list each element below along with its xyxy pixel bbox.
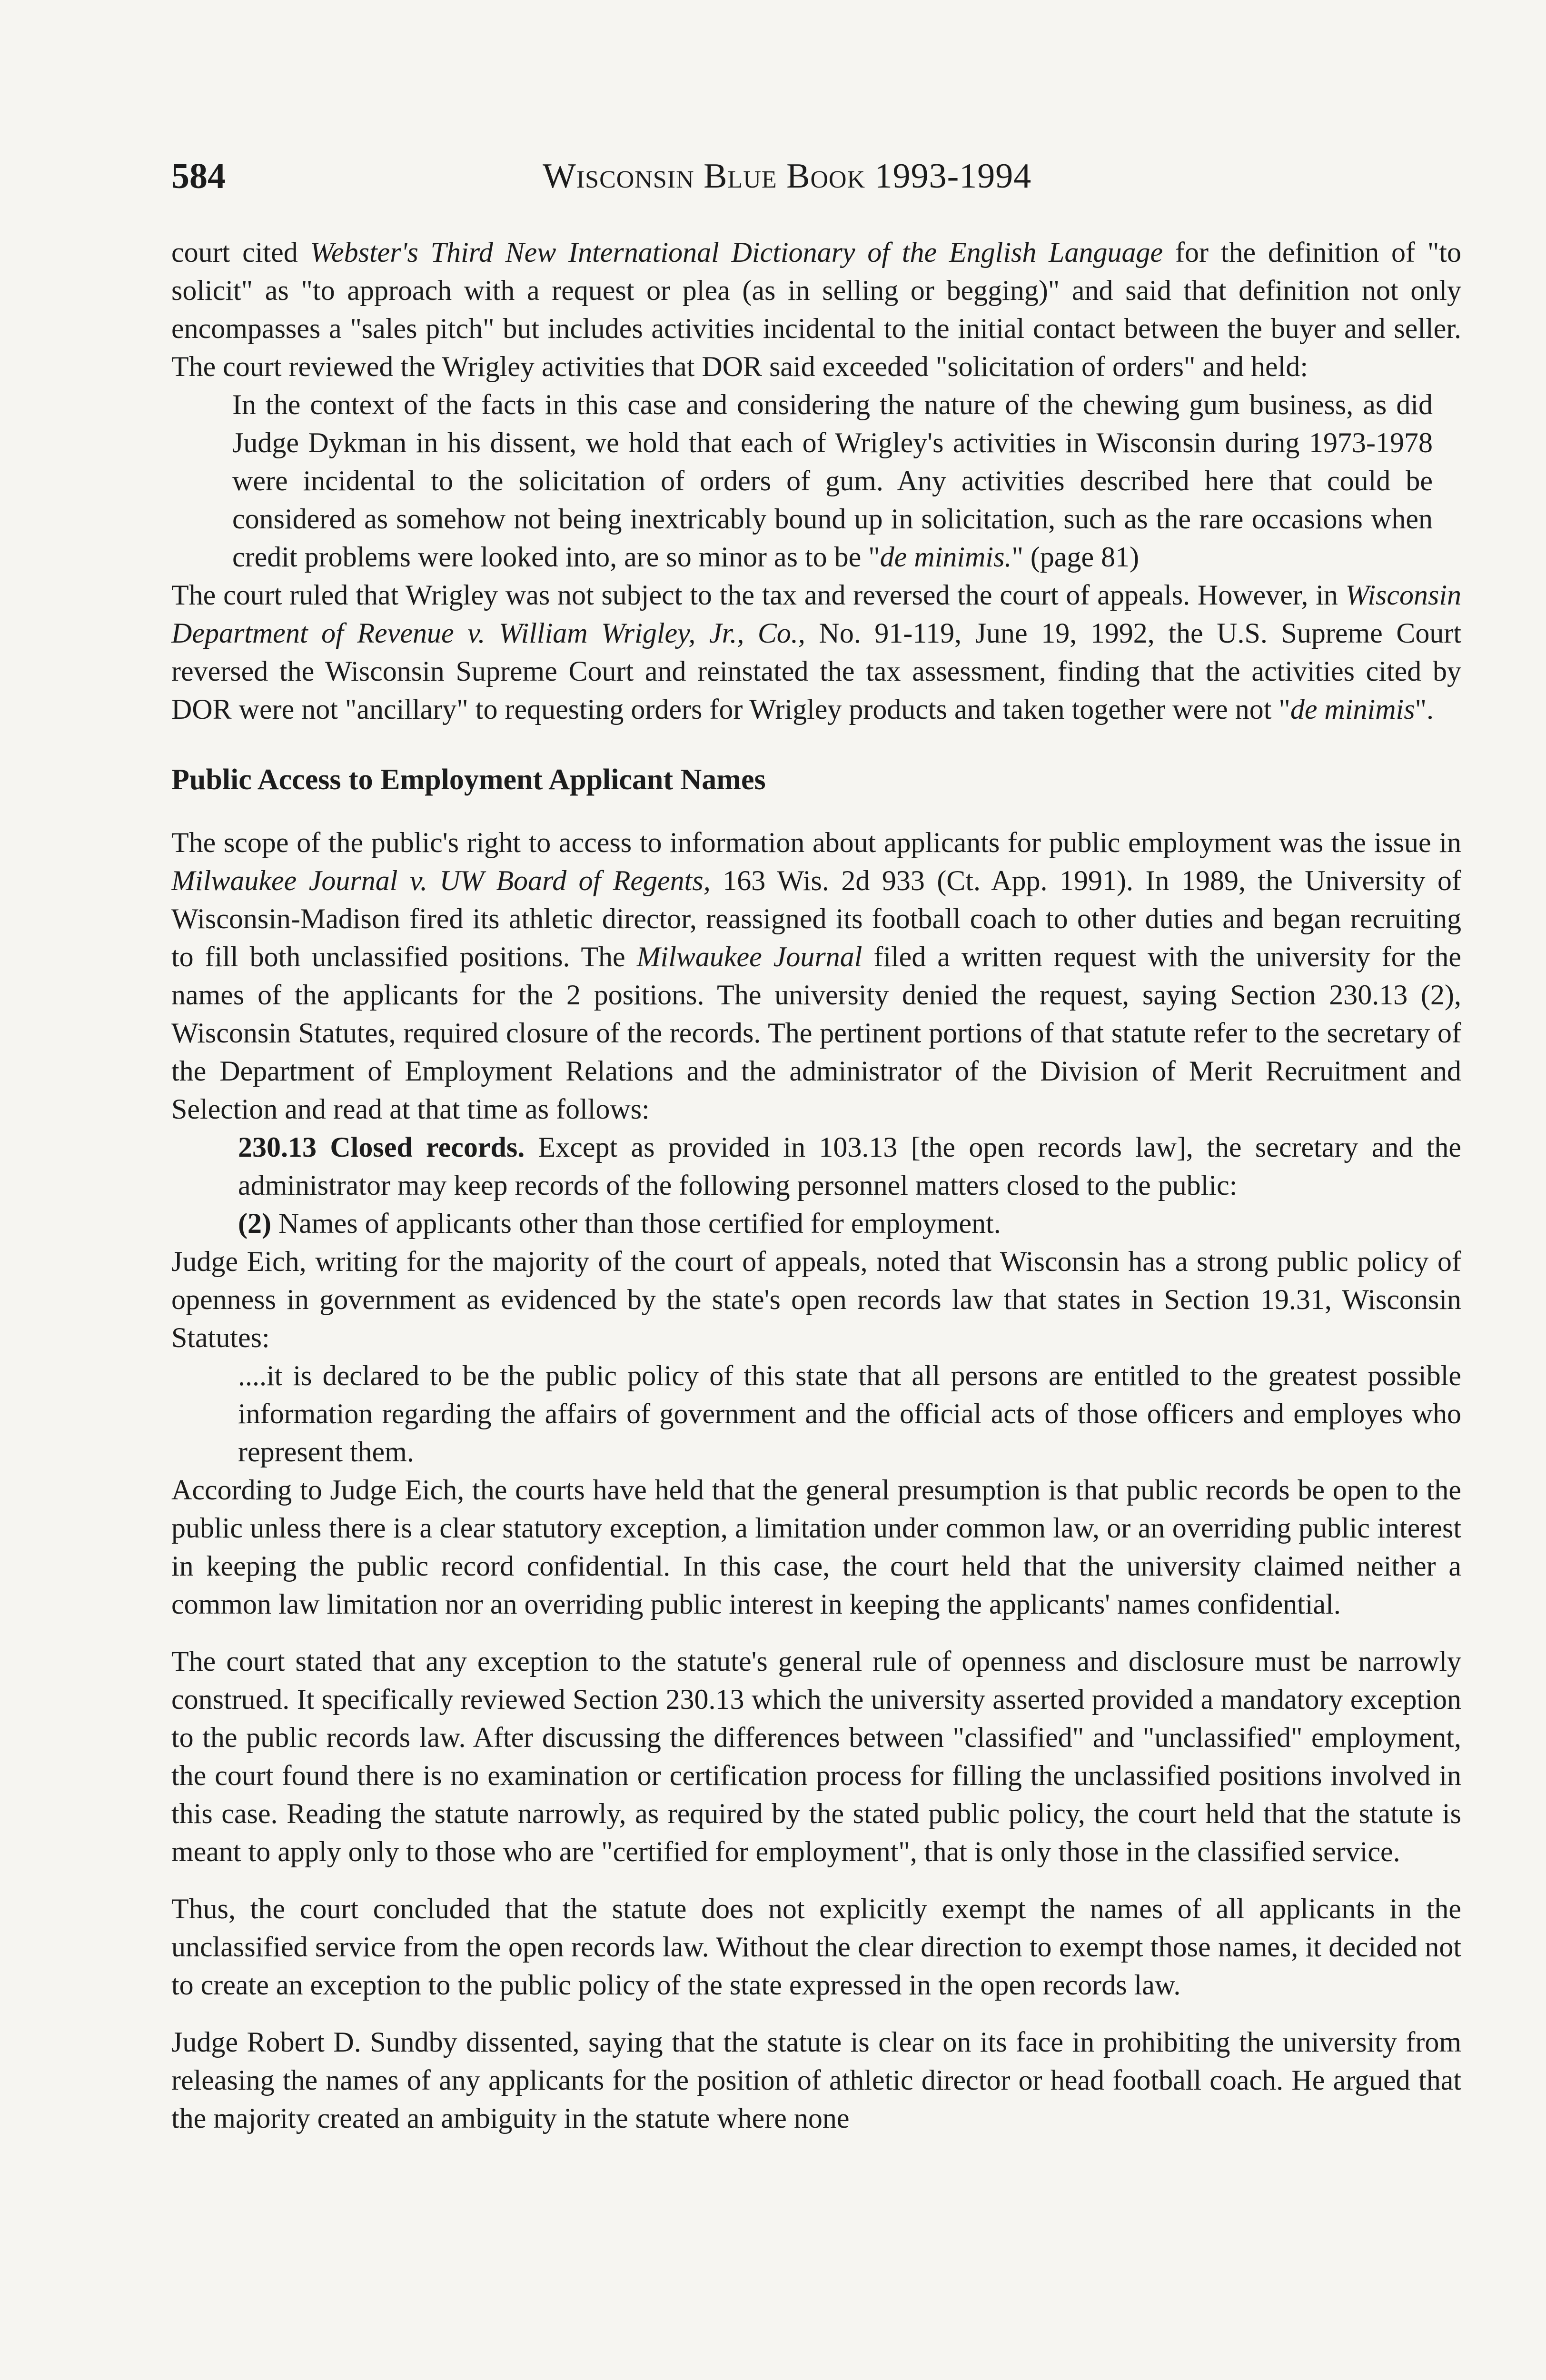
- paragraph-conclusion: Thus, the court concluded that the statute does not explicitly exempt the names of all applicants in the unclassified service from the open records law. Without the clear direction to exempt those names, it decided not to create an exception to the public policy of the state expressed in the open records law.: [171, 1893, 1461, 2001]
- page-header: [171, 157, 1461, 205]
- statute-subsection-2: (2) Names of applicants other than those certified for employment.: [238, 1208, 1001, 1239]
- paragraph-milwaukee-journal-case: The scope of the public's right to access to information about applicants for public employment was the issue in Milwaukee Journal v. UW Board of Regents, 163 Wis. 2d 933 (Ct. App. 1991). In 1989, the University of Wisconsin-Madison fired its athletic director, reassigned its football coach to other duties and began recruiting to fill both unclassified positions. The Milwaukee Journal filed a written request with the university for the names of the applicants for the 2 positions. The university denied the request, saying Section 230.13 (2), Wisconsin Statutes, required closure of the records. The pertinent portions of that statute refer to the secretary of the Department of Employment Relations and the administrator of the Division of Merit Recruitment and Selection and read at that time as follows:: [171, 827, 1461, 1125]
- block-quote-public-policy: ....it is declared to be the public policy of this state that all persons are entitled to the greatest possible information regarding the affairs of government and the official acts of those officers and employes who represent them.: [238, 1360, 1461, 1468]
- page-number: 584: [171, 156, 226, 196]
- section-heading: Public Access to Employment Applicant Names: [171, 764, 766, 796]
- running-title: Wisconsin Blue Book 1993-1994: [543, 157, 1032, 196]
- document-page: [171, 157, 1461, 2380]
- paragraph-sundby-dissent: Judge Robert D. Sundby dissented, saying that the statute is clear on its face in prohibiting the university from releasing the names of any applicants for the position of athletic director or head football coach. He argued that the majority created an ambiguity in the statute where none: [171, 2026, 1461, 2134]
- block-quote-wrigley-holding: In the context of the facts in this case and considering the nature of the chewing gum business, as did Judge Dykman in his dissent, we hold that each of Wrigley's activities in Wisconsin during 1973-1978 were incidental to the solicitation of orders of gum. Any activities described here that could be considered as somehow not being inextricably bound up in solicitation, such as the rare occasions when credit problems were looked into, are so minor as to be "de minimis." (page 81): [232, 389, 1433, 573]
- paragraph-supreme-court-ruling: The court ruled that Wrigley was not subject to the tax and reversed the court of appeals. However, in Wisconsin Department of Revenue v. William Wrigley, Jr., Co., No. 91-119, June 19, 1992, the U.S. Supreme Court reversed the Wisconsin Supreme Court and reinstated the tax assessment, finding that the activities cited by DOR were not "ancillary" to requesting orders for Wrigley products and taken together were not "de minimis".: [171, 579, 1461, 725]
- paragraph-general-presumption: According to Judge Eich, the courts have held that the general presumption is that public records be open to the public unless there is a clear statutory exception, a limitation under common law, or an overriding public interest in keeping the public record confidential. In this case, the court held that the university claimed neither a common law limitation nor an overriding public interest in keeping the applicants' names confidential.: [171, 1474, 1461, 1620]
- statute-230-13: 230.13 Closed records. Except as provided in 103.13 [the open records law], the secretary and the administrator may keep records of the following personnel matters closed to the public:: [238, 1131, 1461, 1201]
- paragraph-webster-definition: court cited Webster's Third New International Dictionary of the English Language for the definition of "to solicit" as "to approach with a request or plea (as in selling or begging)" and said that definition not only encompasses a "sales pitch" but includes activities incidental to the initial contact between the buyer and seller. The court reviewed the Wrigley activities that DOR said exceeded "solicitation of orders" and held:: [171, 237, 1461, 382]
- paragraph-judge-eich-majority: Judge Eich, writing for the majority of the court of appeals, noted that Wisconsin has a strong public policy of openness in government as evidenced by the state's open records law that states in Section 19.31, Wisconsin Statutes:: [171, 1246, 1461, 1353]
- paragraph-narrow-construction: The court stated that any exception to the statute's general rule of openness and disclosure must be narrowly construed. It specifically reviewed Section 230.13 which the university asserted provided a mandatory exception to the public records law. After discussing the differences between "classified" and "unclassified" employment, the court found there is no examination or certification process for filling the unclassified positions involved in this case. Reading the statute narrowly, as required by the stated public policy, the court held that the statute is meant to apply only to those who are "certified for employment", that is only those in the classified service.: [171, 1646, 1461, 1867]
